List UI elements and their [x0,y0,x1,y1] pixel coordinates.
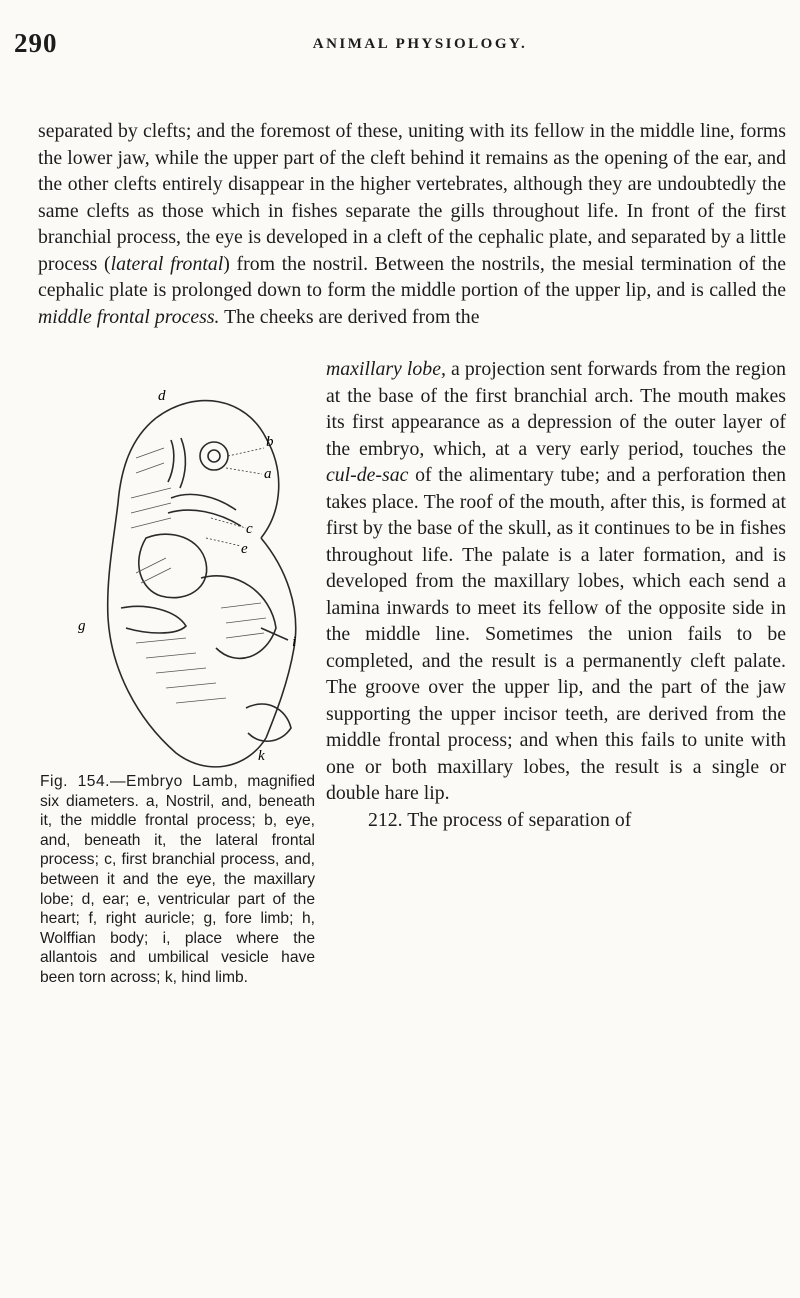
caption-title: Fig. 154.—Embryo Lamb, [40,773,239,790]
label-k: k [258,748,265,764]
text-run: ) from the nostril. Between the nostrils, the mesial termination of the cephalic plate is prolonged down to form the middle portion of the upper lip, and is called the [38,252,787,301]
figure-caption [40,772,315,988]
term-maxillary-lobe: maxillary lobe, [326,358,446,380]
term-lateral-frontal: lateral frontal [110,252,224,275]
text-run: separated by clefts; and the foremost of these, uniting with its fellow in the middle line, forms the lower jaw, while the upper part of the cleft behind it remains as the opening of the ear, and the other clefts entirely disappear in the higher vertebrates, although they are undoubtedly the same clefts as those which in fishes separate the gills throughout life. In front of the first branchial process, the eye is developed in a cleft of the cephalic plate, and separated by a little process ( [38,120,786,275]
label-c: c [246,521,253,537]
running-head: ANIMAL PHYSIOLOGY. [312,36,528,52]
embryo-illustration [76,378,326,788]
term-middle-frontal: middle frontal process. [38,305,220,328]
body-text-column [326,356,786,833]
figure-embryo-lamb [76,378,326,788]
body-text-full-width [38,118,786,330]
text-run: of the alimentary tube; and a perforation then takes place. The roof of the mouth, after this, is formed at first by the base of the skull, as it continues to be in fishes throughout life. The palate is a later formation, and is developed from the maxillary lobes, which each send a lamina inwards to meet its fellow of the opposite side in the middle line. Sometimes the union fails to be completed, and the result is a permanently cleft palate. The groove over the upper lip, and the part of the jaw supporting the upper incisor teeth, are derived from the middle frontal process; and when this fails to unite with one or both maxillary lobes, the result is a single or double hare lip. [326,464,787,804]
label-i: i [292,634,297,650]
text-run: The cheeks are derived from the [224,305,480,328]
paragraph [326,356,786,807]
text-run: a projection sent forwards from the region at the base of the first branchial arch. The mouth makes its first appearance as a depression of the outer layer of the embryo, which, at a very early period, touches the [326,358,786,460]
page-number: 290 [14,28,58,58]
label-e: e [241,541,248,557]
label-g: g [78,618,86,634]
caption-text: magnified six diameters. a, Nostril, and, beneath it, the middle frontal process; b, eye, and, beneath it, the lateral frontal process; c, first branchial process, and, between it and the eye, the maxillary lobe; d, ear; e, ventricular part of the heart; f, right auricle; g, fore limb; h, Wolffian body; i, place where the allantois and umbilical vesicle have been torn across; k, hind limb. [40,773,315,986]
paragraph [38,118,786,330]
label-b: b [266,434,274,450]
paragraph: 212. The process of separation of [368,808,632,831]
label-a: a [264,466,272,482]
label-d: d [158,388,166,404]
term-cul-de-sac: cul-de-sac [326,464,409,486]
